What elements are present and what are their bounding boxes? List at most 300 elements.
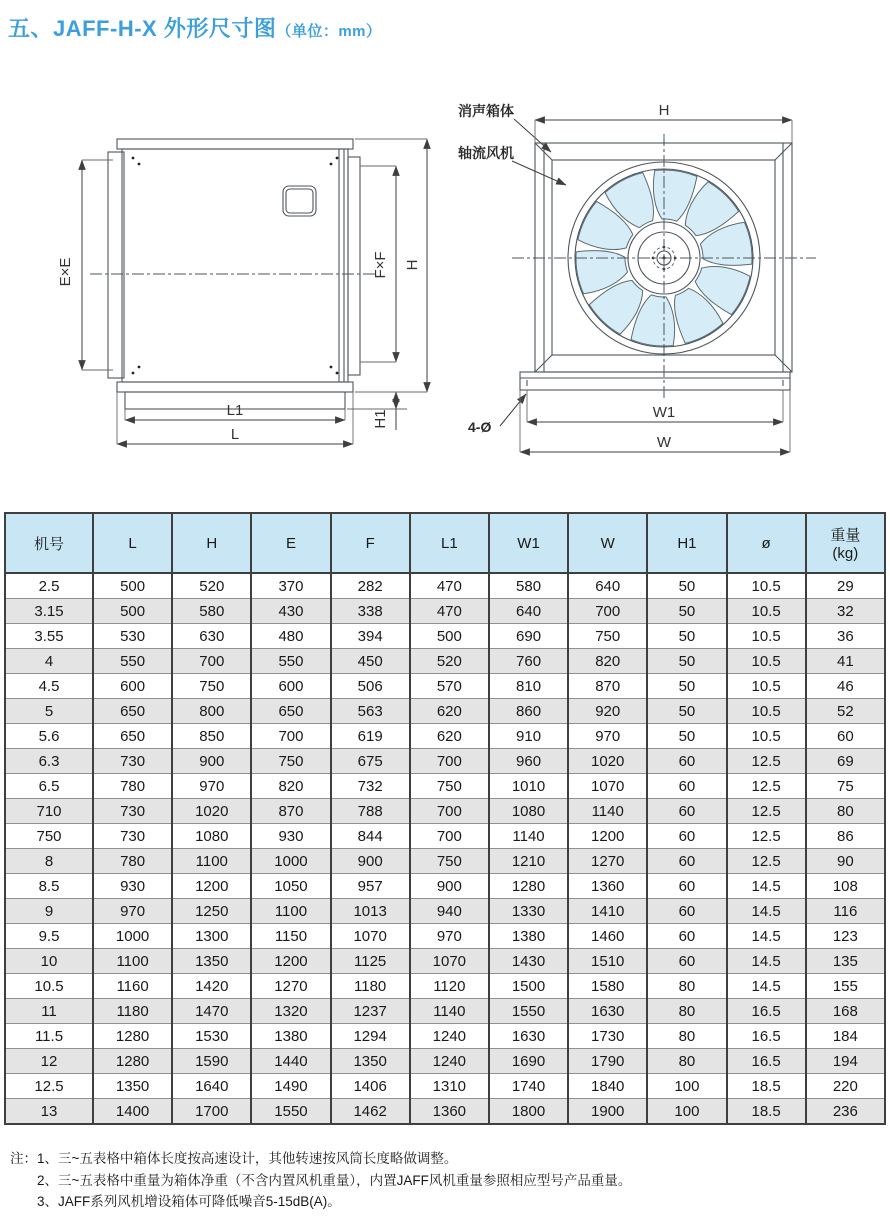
table-cell: 732: [331, 774, 410, 799]
table-cell: 1690: [489, 1049, 568, 1074]
dim-label-h1: H1: [372, 409, 389, 429]
table-cell: 14.5: [727, 949, 806, 974]
table-cell: 29: [806, 573, 885, 599]
table-cell: 730: [93, 749, 172, 774]
table-cell: 700: [568, 599, 647, 624]
column-header: ø: [727, 513, 806, 573]
table-cell: 8: [5, 849, 93, 874]
table-cell: 16.5: [727, 1024, 806, 1049]
page-title-unit: （单位：mm）: [276, 23, 382, 40]
table-cell: 700: [410, 824, 489, 849]
table-cell: 6.3: [5, 749, 93, 774]
table-cell: 60: [647, 749, 726, 774]
dim-label-l1: L1: [226, 402, 244, 419]
table-cell: 1013: [331, 899, 410, 924]
table-cell: 1320: [251, 999, 330, 1024]
table-cell: 60: [647, 799, 726, 824]
table-cell: 970: [93, 899, 172, 924]
table-cell: 1050: [251, 874, 330, 899]
table-cell: 630: [172, 624, 251, 649]
table-cell: 580: [489, 573, 568, 599]
table-cell: 920: [568, 699, 647, 724]
table-cell: 80: [647, 999, 726, 1024]
table-cell: 1280: [93, 1024, 172, 1049]
column-header: 重量 (kg): [806, 513, 885, 573]
table-cell: 50: [647, 573, 726, 599]
table-cell: 640: [489, 599, 568, 624]
table-cell: 4.5: [5, 674, 93, 699]
table-cell: 640: [568, 573, 647, 599]
table-cell: 500: [93, 573, 172, 599]
table-cell: 750: [251, 749, 330, 774]
table-cell: 9: [5, 899, 93, 924]
table-cell: 750: [410, 774, 489, 799]
table-cell: 50: [647, 599, 726, 624]
table-cell: 600: [93, 674, 172, 699]
table-cell: 80: [647, 974, 726, 999]
table-cell: 220: [806, 1074, 885, 1099]
table-cell: 50: [647, 649, 726, 674]
table-cell: 80: [647, 1049, 726, 1074]
callout-holes: 4-Ø: [468, 419, 492, 435]
callout-silencer-box: 消声箱体: [458, 103, 514, 119]
table-cell: 4: [5, 649, 93, 674]
table-cell: 1420: [172, 974, 251, 999]
table-cell: 1380: [251, 1024, 330, 1049]
table-cell: 870: [251, 799, 330, 824]
table-cell: 60: [647, 899, 726, 924]
table-cell: 1590: [172, 1049, 251, 1074]
table-cell: 1125: [331, 949, 410, 974]
front-view-fan-diagram: [450, 88, 890, 468]
table-row: [5, 824, 885, 849]
table-cell: 870: [568, 674, 647, 699]
table-cell: 1310: [410, 1074, 489, 1099]
table-cell: 650: [251, 699, 330, 724]
column-header: W: [568, 513, 647, 573]
table-cell: 236: [806, 1099, 885, 1125]
table-row: [5, 799, 885, 824]
table-cell: 820: [251, 774, 330, 799]
table-cell: 1406: [331, 1074, 410, 1099]
table-cell: 1180: [331, 974, 410, 999]
page-title-main: 五、JAFF-H-X 外形尺寸图: [8, 16, 277, 41]
table-cell: 900: [172, 749, 251, 774]
table-cell: 1630: [568, 999, 647, 1024]
table-row: [5, 699, 885, 724]
table-cell: 940: [410, 899, 489, 924]
table-cell: 550: [251, 649, 330, 674]
table-cell: 1280: [489, 874, 568, 899]
table-row: [5, 974, 885, 999]
table-cell: 780: [93, 849, 172, 874]
table-cell: 750: [5, 824, 93, 849]
table-cell: 1700: [172, 1099, 251, 1125]
dimension-lines: [57, 139, 427, 444]
table-cell: 168: [806, 999, 885, 1024]
table-row: [5, 573, 885, 599]
table-cell: 1070: [410, 949, 489, 974]
table-cell: 14.5: [727, 899, 806, 924]
dimension-table: [4, 512, 886, 1125]
table-cell: 1070: [331, 924, 410, 949]
table-cell: 580: [172, 599, 251, 624]
table-cell: 100: [647, 1074, 726, 1099]
table-cell: 1270: [251, 974, 330, 999]
table-cell: 394: [331, 624, 410, 649]
table-cell: 810: [489, 674, 568, 699]
table-cell: 930: [93, 874, 172, 899]
column-header: L: [93, 513, 172, 573]
table-cell: 970: [568, 724, 647, 749]
table-cell: 930: [251, 824, 330, 849]
table-row: [5, 649, 885, 674]
table-cell: 530: [93, 624, 172, 649]
table-cell: 12.5: [727, 749, 806, 774]
table-cell: 760: [489, 649, 568, 674]
table-cell: 850: [172, 724, 251, 749]
dim-label-exe: E×E: [57, 257, 74, 287]
table-cell: 480: [251, 624, 330, 649]
table-cell: 780: [93, 774, 172, 799]
table-cell: 960: [489, 749, 568, 774]
column-header: H: [172, 513, 251, 573]
table-cell: 1350: [93, 1074, 172, 1099]
table-cell: 12.5: [727, 774, 806, 799]
table-cell: 60: [647, 874, 726, 899]
table-row: [5, 1074, 885, 1099]
table-cell: 620: [410, 724, 489, 749]
table-cell: 1020: [172, 799, 251, 824]
table-cell: 430: [251, 599, 330, 624]
table-cell: 1000: [93, 924, 172, 949]
table-cell: 619: [331, 724, 410, 749]
footnote-line: 1、三~五表格中箱体长度按高速设计，其他转速按风筒长度略做调整。: [37, 1151, 458, 1166]
table-cell: 650: [93, 724, 172, 749]
table-cell: 135: [806, 949, 885, 974]
column-header: F: [331, 513, 410, 573]
table-cell: 10.5: [727, 624, 806, 649]
table-cell: 750: [568, 624, 647, 649]
table-cell: 1120: [410, 974, 489, 999]
table-cell: 194: [806, 1049, 885, 1074]
table-cell: 370: [251, 573, 330, 599]
table-cell: 90: [806, 849, 885, 874]
header-row: [5, 513, 885, 573]
column-header: E: [251, 513, 330, 573]
table-cell: 36: [806, 624, 885, 649]
table-cell: 60: [647, 824, 726, 849]
table-row: [5, 724, 885, 749]
table-cell: 10.5: [727, 649, 806, 674]
table-row: [5, 674, 885, 699]
table-cell: 710: [5, 799, 93, 824]
table-cell: 1550: [251, 1099, 330, 1125]
table-cell: 10.5: [727, 573, 806, 599]
table-cell: 1100: [251, 899, 330, 924]
table-cell: 1300: [172, 924, 251, 949]
table-cell: 844: [331, 824, 410, 849]
table-cell: 450: [331, 649, 410, 674]
table-cell: 155: [806, 974, 885, 999]
table-row: [5, 1024, 885, 1049]
table-cell: 14.5: [727, 924, 806, 949]
table-cell: 675: [331, 749, 410, 774]
side-view-diagram: [55, 122, 450, 462]
table-cell: 1100: [172, 849, 251, 874]
table-cell: 1000: [251, 849, 330, 874]
table-cell: 10.5: [727, 699, 806, 724]
column-header: L1: [410, 513, 489, 573]
table-cell: 1160: [93, 974, 172, 999]
table-cell: 13: [5, 1099, 93, 1125]
table-cell: 50: [647, 624, 726, 649]
table-cell: 123: [806, 924, 885, 949]
table-cell: 1360: [410, 1099, 489, 1125]
table-cell: 800: [172, 699, 251, 724]
table-cell: 1800: [489, 1099, 568, 1125]
table-cell: 52: [806, 699, 885, 724]
table-cell: 1360: [568, 874, 647, 899]
table-cell: 1200: [172, 874, 251, 899]
table-cell: 750: [410, 849, 489, 874]
table-cell: 10: [5, 949, 93, 974]
table-cell: 690: [489, 624, 568, 649]
table-row: [5, 849, 885, 874]
table-cell: 1740: [489, 1074, 568, 1099]
table-cell: 18.5: [727, 1099, 806, 1125]
table-cell: 1462: [331, 1099, 410, 1125]
table-cell: 1490: [251, 1074, 330, 1099]
table-row: [5, 624, 885, 649]
table-row: [5, 749, 885, 774]
table-cell: 9.5: [5, 924, 93, 949]
table-cell: 1140: [410, 999, 489, 1024]
table-cell: 1470: [172, 999, 251, 1024]
table-cell: 700: [251, 724, 330, 749]
table-cell: 1010: [489, 774, 568, 799]
table-cell: 41: [806, 649, 885, 674]
table-cell: 1150: [251, 924, 330, 949]
table-cell: 1240: [410, 1049, 489, 1074]
table-row: [5, 924, 885, 949]
table-cell: 282: [331, 573, 410, 599]
access-panel-icon: [283, 186, 316, 216]
table-cell: 1294: [331, 1024, 410, 1049]
table-cell: 1350: [331, 1049, 410, 1074]
table-cell: 500: [410, 624, 489, 649]
table-cell: 570: [410, 674, 489, 699]
table-cell: 16.5: [727, 999, 806, 1024]
callouts: [458, 103, 566, 435]
table-cell: 520: [172, 573, 251, 599]
dim-label-fxf: F×F: [372, 251, 389, 279]
table-cell: 788: [331, 799, 410, 824]
table-cell: 1730: [568, 1024, 647, 1049]
table-cell: 1250: [172, 899, 251, 924]
table-row: [5, 899, 885, 924]
table-cell: 11.5: [5, 1024, 93, 1049]
table-cell: 184: [806, 1024, 885, 1049]
dim-label-w: W: [656, 434, 672, 451]
table-cell: 75: [806, 774, 885, 799]
table-cell: 730: [93, 799, 172, 824]
column-header: H1: [647, 513, 726, 573]
table-cell: 1280: [93, 1049, 172, 1074]
table-cell: 11: [5, 999, 93, 1024]
table-cell: 12: [5, 1049, 93, 1074]
table-cell: 1070: [568, 774, 647, 799]
table-row: [5, 1099, 885, 1125]
table-cell: 46: [806, 674, 885, 699]
table-cell: 3.55: [5, 624, 93, 649]
table-row: [5, 874, 885, 899]
footnotes: [10, 1148, 880, 1213]
table-cell: 12.5: [727, 799, 806, 824]
table-cell: 1550: [489, 999, 568, 1024]
column-header: W1: [489, 513, 568, 573]
table-cell: 60: [647, 924, 726, 949]
table-cell: 1580: [568, 974, 647, 999]
table-cell: 1100: [93, 949, 172, 974]
table-row: [5, 774, 885, 799]
table-cell: 470: [410, 599, 489, 624]
table-cell: 1080: [489, 799, 568, 824]
table-cell: 1460: [568, 924, 647, 949]
dim-label-w1: W1: [652, 404, 676, 421]
table-cell: 1200: [251, 949, 330, 974]
table-cell: 12.5: [727, 849, 806, 874]
table-cell: 1270: [568, 849, 647, 874]
table-cell: 1240: [410, 1024, 489, 1049]
table-cell: 10.5: [5, 974, 93, 999]
table-row: [5, 599, 885, 624]
footnote-prefix: 注：: [10, 1151, 37, 1166]
table-cell: 50: [647, 724, 726, 749]
table-cell: 8.5: [5, 874, 93, 899]
table-cell: 1330: [489, 899, 568, 924]
table-cell: 650: [93, 699, 172, 724]
footnote-line: 2、三~五表格中重量为箱体净重（不含内置风机重量），内置JAFF风机重量参照相应型号产品重量。: [37, 1172, 632, 1188]
table-cell: 1900: [568, 1099, 647, 1125]
table-cell: 970: [172, 774, 251, 799]
table-cell: 1237: [331, 999, 410, 1024]
table-cell: 3.15: [5, 599, 93, 624]
table-cell: 1140: [568, 799, 647, 824]
table-row: [5, 949, 885, 974]
table-cell: 860: [489, 699, 568, 724]
table-cell: 80: [647, 1024, 726, 1049]
table-cell: 10.5: [727, 599, 806, 624]
table-cell: 750: [172, 674, 251, 699]
table-cell: 2.5: [5, 573, 93, 599]
table-cell: 1400: [93, 1099, 172, 1125]
dim-label-l: L: [230, 426, 240, 443]
table-cell: 820: [568, 649, 647, 674]
footnote-line: 3、JAFF系列风机增设箱体可降低噪音5-15dB(A)。: [37, 1194, 341, 1210]
table-cell: 1630: [489, 1024, 568, 1049]
table-cell: 108: [806, 874, 885, 899]
table-cell: 60: [647, 849, 726, 874]
table-cell: 16.5: [727, 1049, 806, 1074]
table-cell: 700: [172, 649, 251, 674]
table-cell: 5.6: [5, 724, 93, 749]
column-header: 机号: [5, 513, 93, 573]
table-cell: 1020: [568, 749, 647, 774]
table-cell: 338: [331, 599, 410, 624]
table-cell: 50: [647, 674, 726, 699]
table-row: [5, 999, 885, 1024]
table-cell: 1180: [93, 999, 172, 1024]
table-cell: 5: [5, 699, 93, 724]
table-cell: 14.5: [727, 974, 806, 999]
table-cell: 18.5: [727, 1074, 806, 1099]
dim-label-h: H: [404, 259, 421, 271]
table-cell: 1200: [568, 824, 647, 849]
table-cell: 700: [410, 749, 489, 774]
table-cell: 506: [331, 674, 410, 699]
table-cell: 1530: [172, 1024, 251, 1049]
table-cell: 730: [93, 824, 172, 849]
table-cell: 1080: [172, 824, 251, 849]
callout-axial-fan: 轴流风机: [458, 145, 514, 161]
table-cell: 1510: [568, 949, 647, 974]
table-cell: 1350: [172, 949, 251, 974]
box-outline: [90, 139, 377, 409]
table-cell: 32: [806, 599, 885, 624]
table-cell: 600: [251, 674, 330, 699]
table-cell: 6.5: [5, 774, 93, 799]
table-cell: 900: [410, 874, 489, 899]
table-cell: 1790: [568, 1049, 647, 1074]
table-cell: 563: [331, 699, 410, 724]
dim-label-h: H: [658, 102, 670, 119]
table-cell: 12.5: [727, 824, 806, 849]
table-cell: 1140: [489, 824, 568, 849]
table-cell: 500: [93, 599, 172, 624]
table-cell: 50: [647, 699, 726, 724]
page-title: [8, 12, 382, 43]
table-cell: 550: [93, 649, 172, 674]
table-cell: 14.5: [727, 874, 806, 899]
table-cell: 1210: [489, 849, 568, 874]
table-cell: 957: [331, 874, 410, 899]
table-cell: 80: [806, 799, 885, 824]
table-cell: 60: [806, 724, 885, 749]
table-cell: 1840: [568, 1074, 647, 1099]
table-cell: 700: [410, 799, 489, 824]
table-cell: 12.5: [5, 1074, 93, 1099]
table-cell: 520: [410, 649, 489, 674]
table-cell: 1430: [489, 949, 568, 974]
table-cell: 900: [331, 849, 410, 874]
table-cell: 69: [806, 749, 885, 774]
table-cell: 1440: [251, 1049, 330, 1074]
table-cell: 10.5: [727, 724, 806, 749]
table-cell: 1380: [489, 924, 568, 949]
table-cell: 60: [647, 774, 726, 799]
axial-fan: [512, 134, 816, 400]
table-cell: 100: [647, 1099, 726, 1125]
table-cell: 60: [647, 949, 726, 974]
table-cell: 86: [806, 824, 885, 849]
table-cell: 470: [410, 573, 489, 599]
table-cell: 1640: [172, 1074, 251, 1099]
table-cell: 620: [410, 699, 489, 724]
table-row: [5, 1049, 885, 1074]
table-cell: 10.5: [727, 674, 806, 699]
table-cell: 1410: [568, 899, 647, 924]
